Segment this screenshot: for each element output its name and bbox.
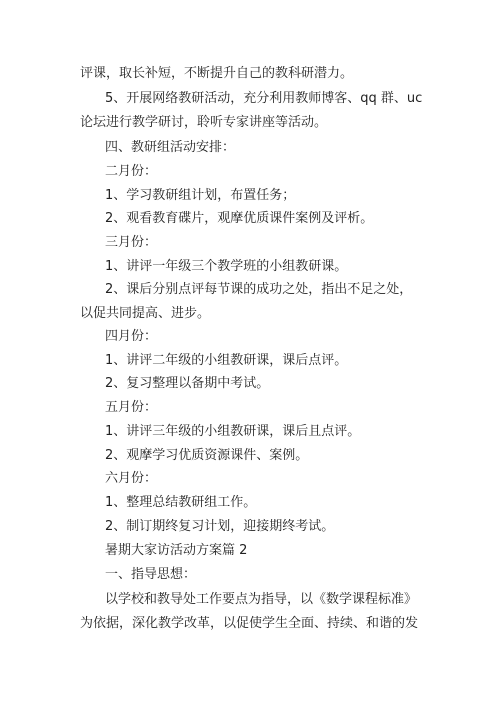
article-title: 暑期大家访活动方案篇 2 [105, 543, 248, 558]
text-line: 1、学习教研组计划，布置任务； [105, 188, 296, 203]
text-line: 1、讲评三年级的小组教研课，课后且点评。 [105, 424, 361, 439]
month-heading: 五月份： [105, 400, 158, 415]
text-line: 1、整理总结教研组工作。 [105, 495, 257, 510]
section-heading: 四、教研组活动安排： [105, 140, 236, 155]
text-line: 以学校和教导处工作要点为指导，以《数学课程标准》 [105, 592, 418, 607]
text-line: 2、复习整理以备期中考试。 [105, 376, 270, 391]
text-line: 以促共同提高、进步。 [80, 306, 211, 321]
text-line: 2、制订期终复习计划，迎接期终考试。 [105, 519, 335, 534]
month-heading: 三月份： [105, 235, 158, 250]
month-heading: 六月份： [105, 471, 158, 486]
text-line: 论坛进行教学研讨，聆听专家讲座等活动。 [80, 115, 328, 130]
section-heading: 一、指导思想： [105, 567, 197, 582]
text-line: 5、开展网络教研活动，充分利用教师博客、qq 群、uc [105, 91, 423, 106]
text-line: 2、观看教育碟片，观摩优质课件案例及评析。 [105, 211, 374, 226]
month-heading: 四月份： [105, 329, 158, 344]
text-line: 2、课后分别点评每节课的成功之处，指出不足之处， [105, 282, 413, 297]
text-line: 评课，取长补短，不断提升自己的教科研潜力。 [80, 66, 354, 81]
text-line: 1、讲评一年级三个教学班的小组教研课。 [105, 259, 348, 274]
text-line: 1、讲评二年级的小组教研课，课后点评。 [105, 353, 348, 368]
month-heading: 二月份： [105, 164, 158, 179]
text-line: 2、观摩学习优质资源课件、案例。 [105, 448, 309, 463]
text-line: 为依据，深化教学改革，以促使学生全面、持续、和谐的发 [80, 616, 419, 631]
